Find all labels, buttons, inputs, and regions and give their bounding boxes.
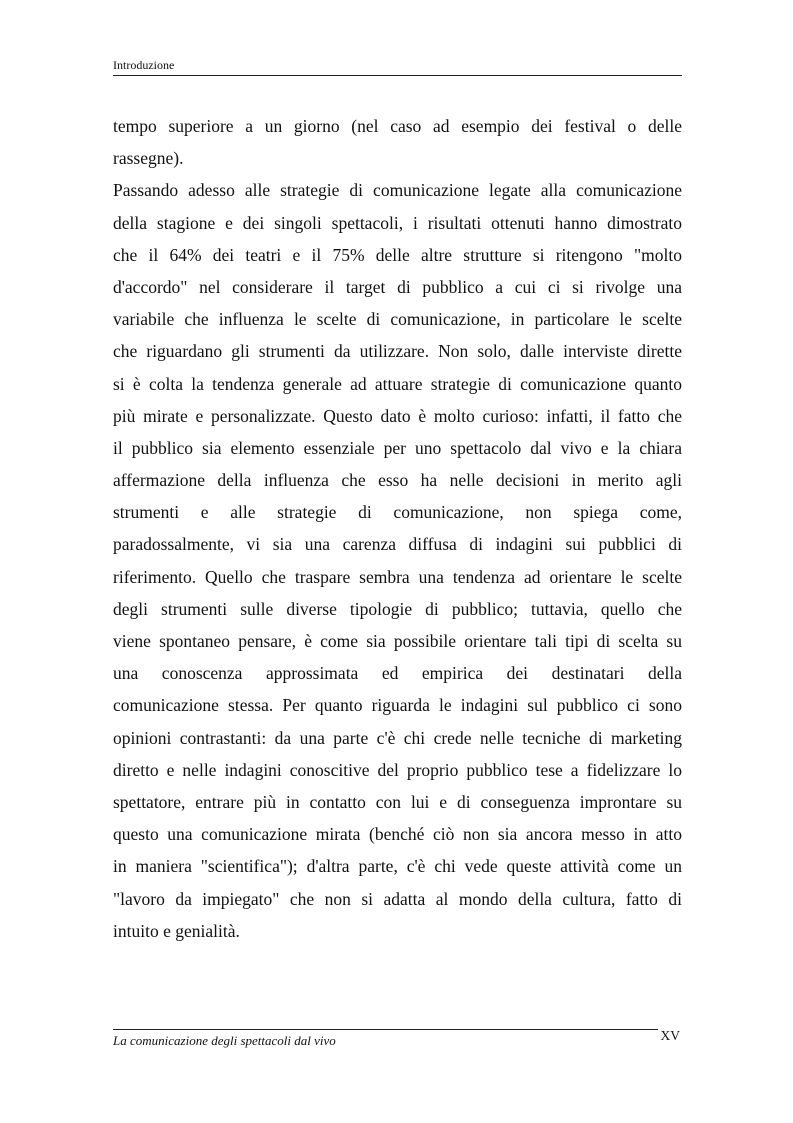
page-header — [113, 55, 682, 76]
text-line: "lavoro da impiegato" che non si adatta al mondo della cultura, fatto di — [113, 888, 682, 909]
text-line: variabile che influenza le scelte di comunicazione, in particolare le scelte — [113, 309, 682, 330]
text-line: si è colta la tendenza generale ad attuare strategie di comunicazione quanto — [113, 373, 682, 394]
text-line: viene spontaneo pensare, è come sia possibile orientare tali tipi di scelta su — [113, 631, 682, 651]
text-line: riferimento. Quello che traspare sembra una tendenza ad orientare le scelte — [113, 566, 682, 587]
text-line: che il 64% dei teatri e il 75% delle altre strutture si ritengono "molto — [113, 244, 682, 265]
text-line: più mirate e personalizzate. Questo dato è molto curioso: infatti, il fatto che — [113, 405, 682, 426]
text-line: paradossalmente, vi sia una carenza diffusa di indagini sui pubblici di — [113, 534, 682, 555]
text-line: strumenti e alle strategie di comunicazione, non spiega come, — [113, 502, 682, 523]
text-line: diretto e nelle indagini conoscitive del proprio pubblico tese a fidelizzare lo — [113, 759, 682, 780]
text-line: della stagione e dei singoli spettacoli, i risultati ottenuti hanno dimostrato — [113, 212, 682, 233]
text-line: opinioni contrastanti: da una parte c'è chi crede nelle tecniche di marketing — [113, 727, 682, 748]
text-line: intuito e genialità. — [113, 920, 240, 941]
body-text — [113, 110, 682, 947]
text-line: affermazione della influenza che esso ha nelle decisioni in merito agli — [113, 470, 682, 491]
text-line: il pubblico sia elemento essenziale per uno spettacolo dal vivo e la chiara — [113, 437, 682, 458]
page-footer — [113, 1029, 682, 1059]
text-line: d'accordo" nel considerare il target di pubblico a cui ci si rivolge una — [113, 276, 682, 297]
text-line: questo una comunicazione mirata (benché ciò non sia ancora messo in atto — [113, 824, 682, 845]
text-line: rassegne). — [113, 148, 184, 169]
text-line: Passando adesso alle strategie di comunicazione legate alla comunicazione — [113, 180, 682, 201]
text-line: una conoscenza approssimata ed empirica dei destinatari della — [113, 663, 682, 684]
text-line: degli strumenti sulle diverse tipologie di pubblico; tuttavia, quello che — [113, 598, 682, 619]
running-header-title: Introduzione — [113, 58, 175, 72]
text-line: spettatore, entrare più in contatto con lui e di conseguenza improntare su — [113, 791, 682, 812]
running-footer-title: La comunicazione degli spettacoli dal vivo — [113, 1033, 336, 1048]
page-number: XV — [660, 1028, 680, 1043]
text-line: comunicazione stessa. Per quanto riguarda le indagini sul pubblico ci sono — [113, 695, 682, 716]
text-line: che riguardano gli strumenti da utilizzare. Non solo, dalle interviste dirette — [113, 341, 682, 362]
text-line: in maniera "scientifica"); d'altra parte, c'è chi vede queste attività come un — [113, 856, 682, 877]
text-line: tempo superiore a un giorno (nel caso ad esempio dei festival o delle — [113, 116, 682, 136]
footer-divider — [113, 1029, 658, 1030]
